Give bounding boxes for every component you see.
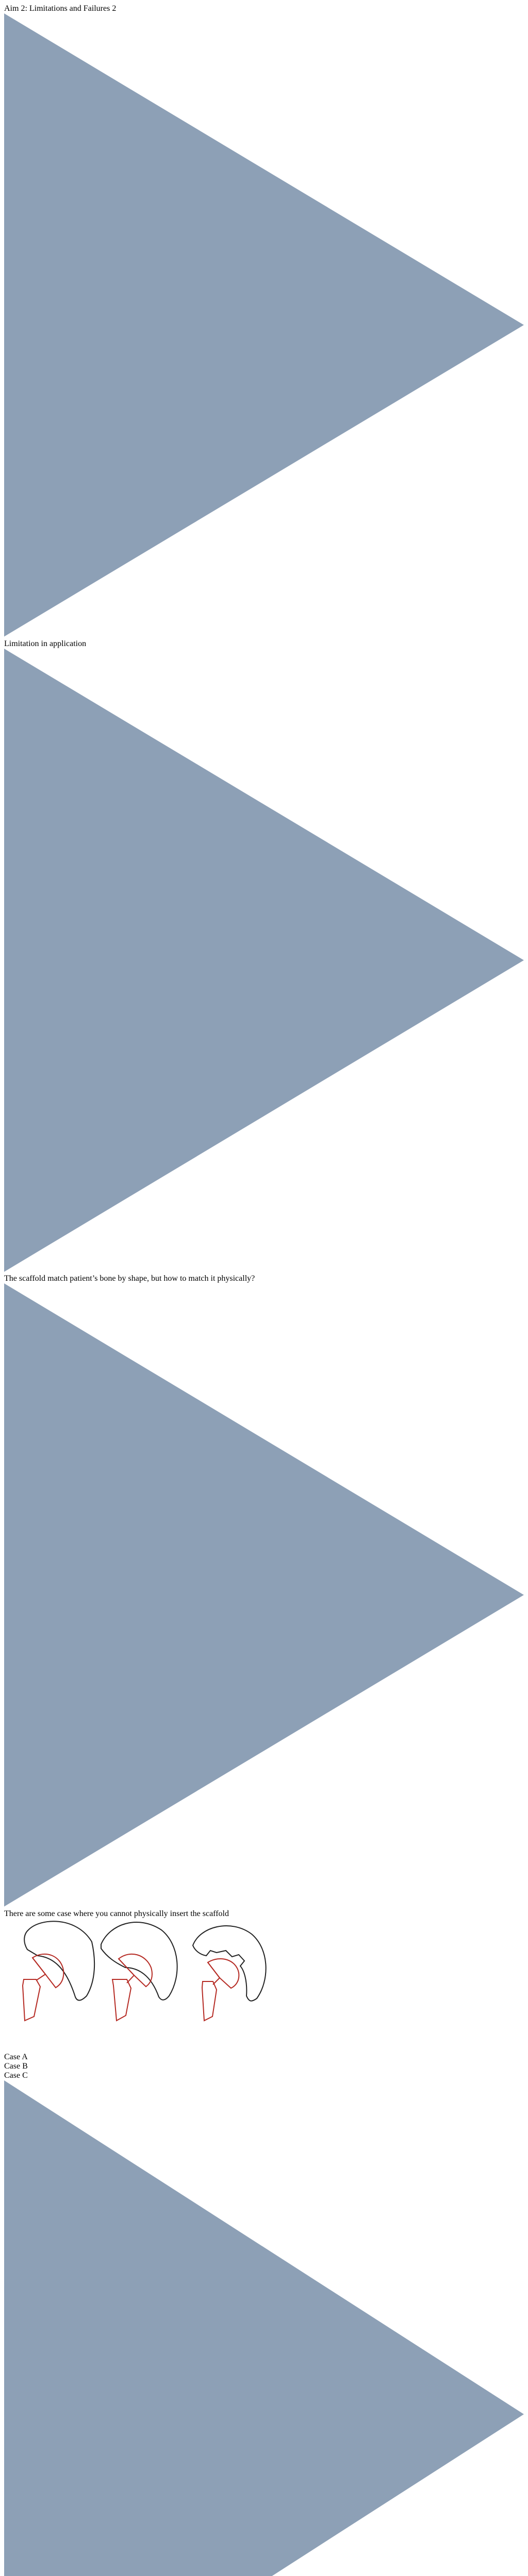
slide-corner-triangle-icon [4, 2080, 524, 2576]
slide-title: Aim 2: Limitations and Failures 2 [4, 4, 117, 13]
scaffold-cases-drawing [4, 1919, 277, 2050]
case-b-caption: Case B [4, 2061, 28, 2071]
case-a-caption: Case A [4, 2052, 28, 2061]
case-a-drawing [23, 1921, 94, 2021]
bullet-level2 [4, 649, 524, 1284]
bullet-triangle-icon [4, 649, 524, 1272]
bullet-triangle-icon [4, 1283, 524, 1907]
case-c-drawing [193, 1926, 266, 2021]
bullet-level2 [4, 1283, 524, 1919]
case-c-caption: Case C [4, 2071, 28, 2080]
bullet-text: There are some case where you cannot physically insert the scaffold [4, 1909, 229, 1918]
bullet-triangle-icon [4, 13, 524, 637]
bullet-text: The scaffold match patient’s bone by shape, but how to match it physically? [4, 1274, 255, 1283]
slide [4, 4, 524, 2576]
bullet-level1 [4, 13, 524, 649]
case-b-drawing [101, 1922, 177, 2021]
bullet-text: Limitation in application [4, 639, 87, 648]
scaffold-cases-figure [4, 1919, 524, 2080]
